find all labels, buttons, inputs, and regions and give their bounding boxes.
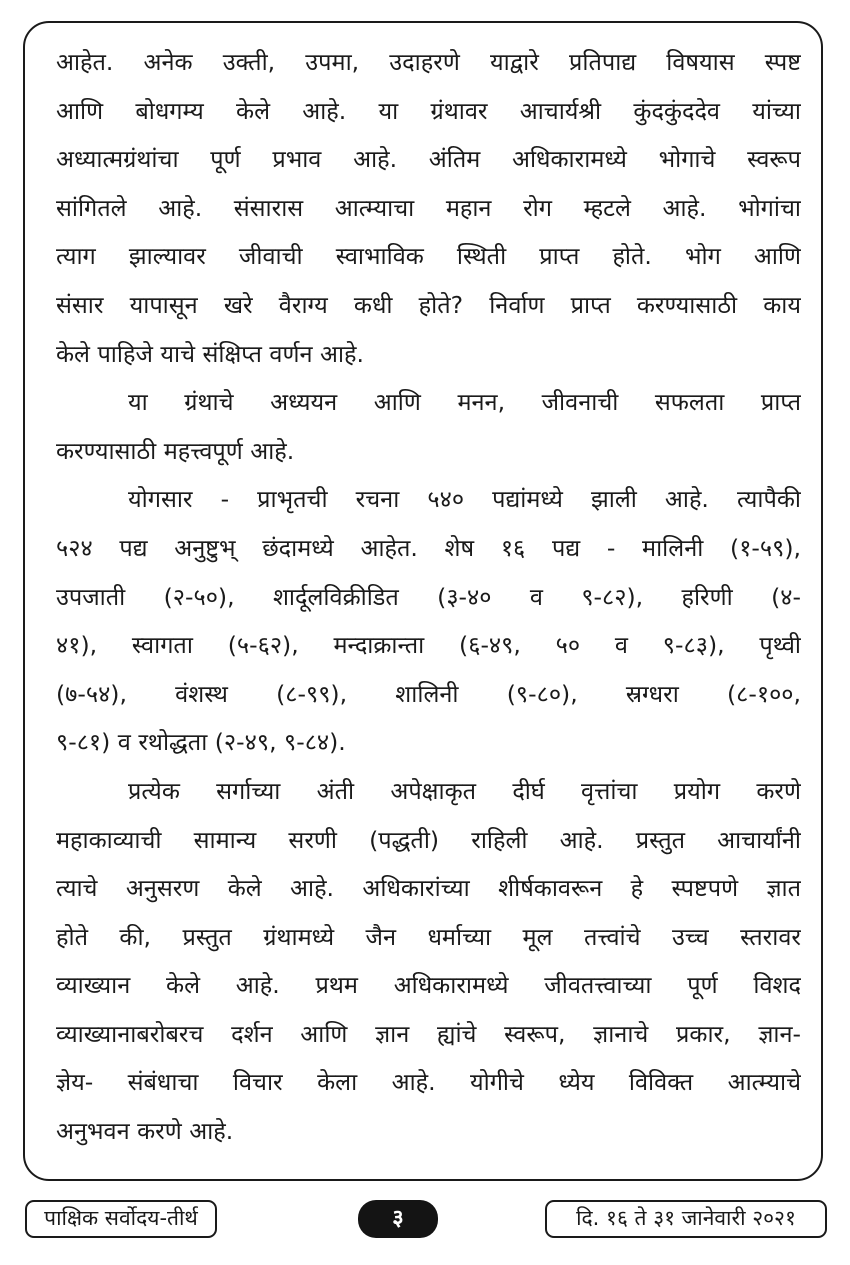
paragraph-start-line: प्रत्येक सर्गाच्या अंती अपेक्षाकृत दीर्घ वृत्तांचा प्रयोग करणे — [128, 776, 801, 805]
text-line: आहेत. अनेक उक्ती, उपमा, उदाहरणे याद्वारे प्रतिपाद्य विषयास स्पष्ट — [56, 48, 801, 76]
text-line: उपजाती (२-५०), शार्दूलविक्रीडित (३-४० व ९-८२), हरिणी (४- — [56, 582, 801, 611]
text-line: त्याचे अनुसरण केले आहे. अधिकारांच्या शीर्षकावरून हे स्पष्टपणे ज्ञात — [56, 874, 801, 903]
text-line: त्याग झाल्यावर जीवाची स्वाभाविक स्थिती प्राप्त होते. भोग आणि — [56, 242, 801, 271]
paragraph-start-line: योगसार - प्राभृतची रचना ५४० पद्यांमध्ये झाली आहे. त्यापैकी — [128, 485, 801, 514]
text-line: ९-८१) व रथोद्धता (२-४९, ९-८४). — [56, 728, 346, 757]
issue-date: दि. १६ ते ३१ जानेवारी २०२१ — [545, 1200, 827, 1238]
text-line: ५२४ पद्य अनुष्टुभ् छंदामध्ये आहेत. शेष १६ पद्य - मालिनी (१-५९), — [56, 533, 801, 562]
text-line: संसार यापासून खरे वैराग्य कधी होते? निर्वाण प्राप्त करण्यासाठी काय — [56, 290, 801, 319]
text-line: आणि बोधगम्य केले आहे. या ग्रंथावर आचार्यश्री कुंदकुंददेव यांच्या — [56, 96, 801, 125]
body-text — [56, 38, 801, 1156]
text-line: केले पाहिजे याचे संक्षिप्त वर्णन आहे. — [56, 339, 364, 368]
page-number: ३ — [358, 1200, 438, 1238]
text-line: होते की, प्रस्तुत ग्रंथामध्ये जैन धर्माच्या मूल तत्त्वांचे उच्च स्तरावर — [56, 922, 801, 951]
text-line: सांगितले आहे. संसारास आत्म्याचा महान रोग म्हटले आहे. भोगांचा — [56, 193, 801, 222]
text-line: करण्यासाठी महत्त्वपूर्ण आहे. — [56, 436, 295, 465]
text-line: ज्ञेय- संबंधाचा विचार केला आहे. योगीचे ध्येय विविक्त आत्म्याचे — [56, 1068, 801, 1097]
text-line: (७-५४), वंशस्थ (८-९९), शालिनी (९-८०), स्रग्धरा (८-१००, — [56, 679, 801, 708]
text-line: अनुभवन करणे आहे. — [56, 1117, 234, 1146]
text-line: ४१), स्वागता (५-६२), मन्दाक्रान्ता (६-४९, ५० व ९-८३), पृथ्वी — [56, 631, 801, 660]
publication-name: पाक्षिक सर्वोदय-तीर्थ — [25, 1200, 217, 1238]
paragraph-start-line: या ग्रंथाचे अध्ययन आणि मनन, जीवनाची सफलता प्राप्त — [128, 388, 801, 417]
text-line: अध्यात्मग्रंथांचा पूर्ण प्रभाव आहे. अंतिम अधिकारामध्ये भोगाचे स्वरूप — [56, 145, 801, 174]
text-line: व्याख्यान केले आहे. प्रथम अधिकारामध्ये जीवतत्त्वाच्या पूर्ण विशद — [56, 971, 801, 1000]
text-line: व्याख्यानाबरोबरच दर्शन आणि ज्ञान ह्यांचे स्वरूप, ज्ञानाचे प्रकार, ज्ञान- — [56, 1019, 801, 1048]
text-line: महाकाव्याची सामान्य सरणी (पद्धती) राहिली आहे. प्रस्तुत आचार्यांनी — [56, 825, 801, 854]
